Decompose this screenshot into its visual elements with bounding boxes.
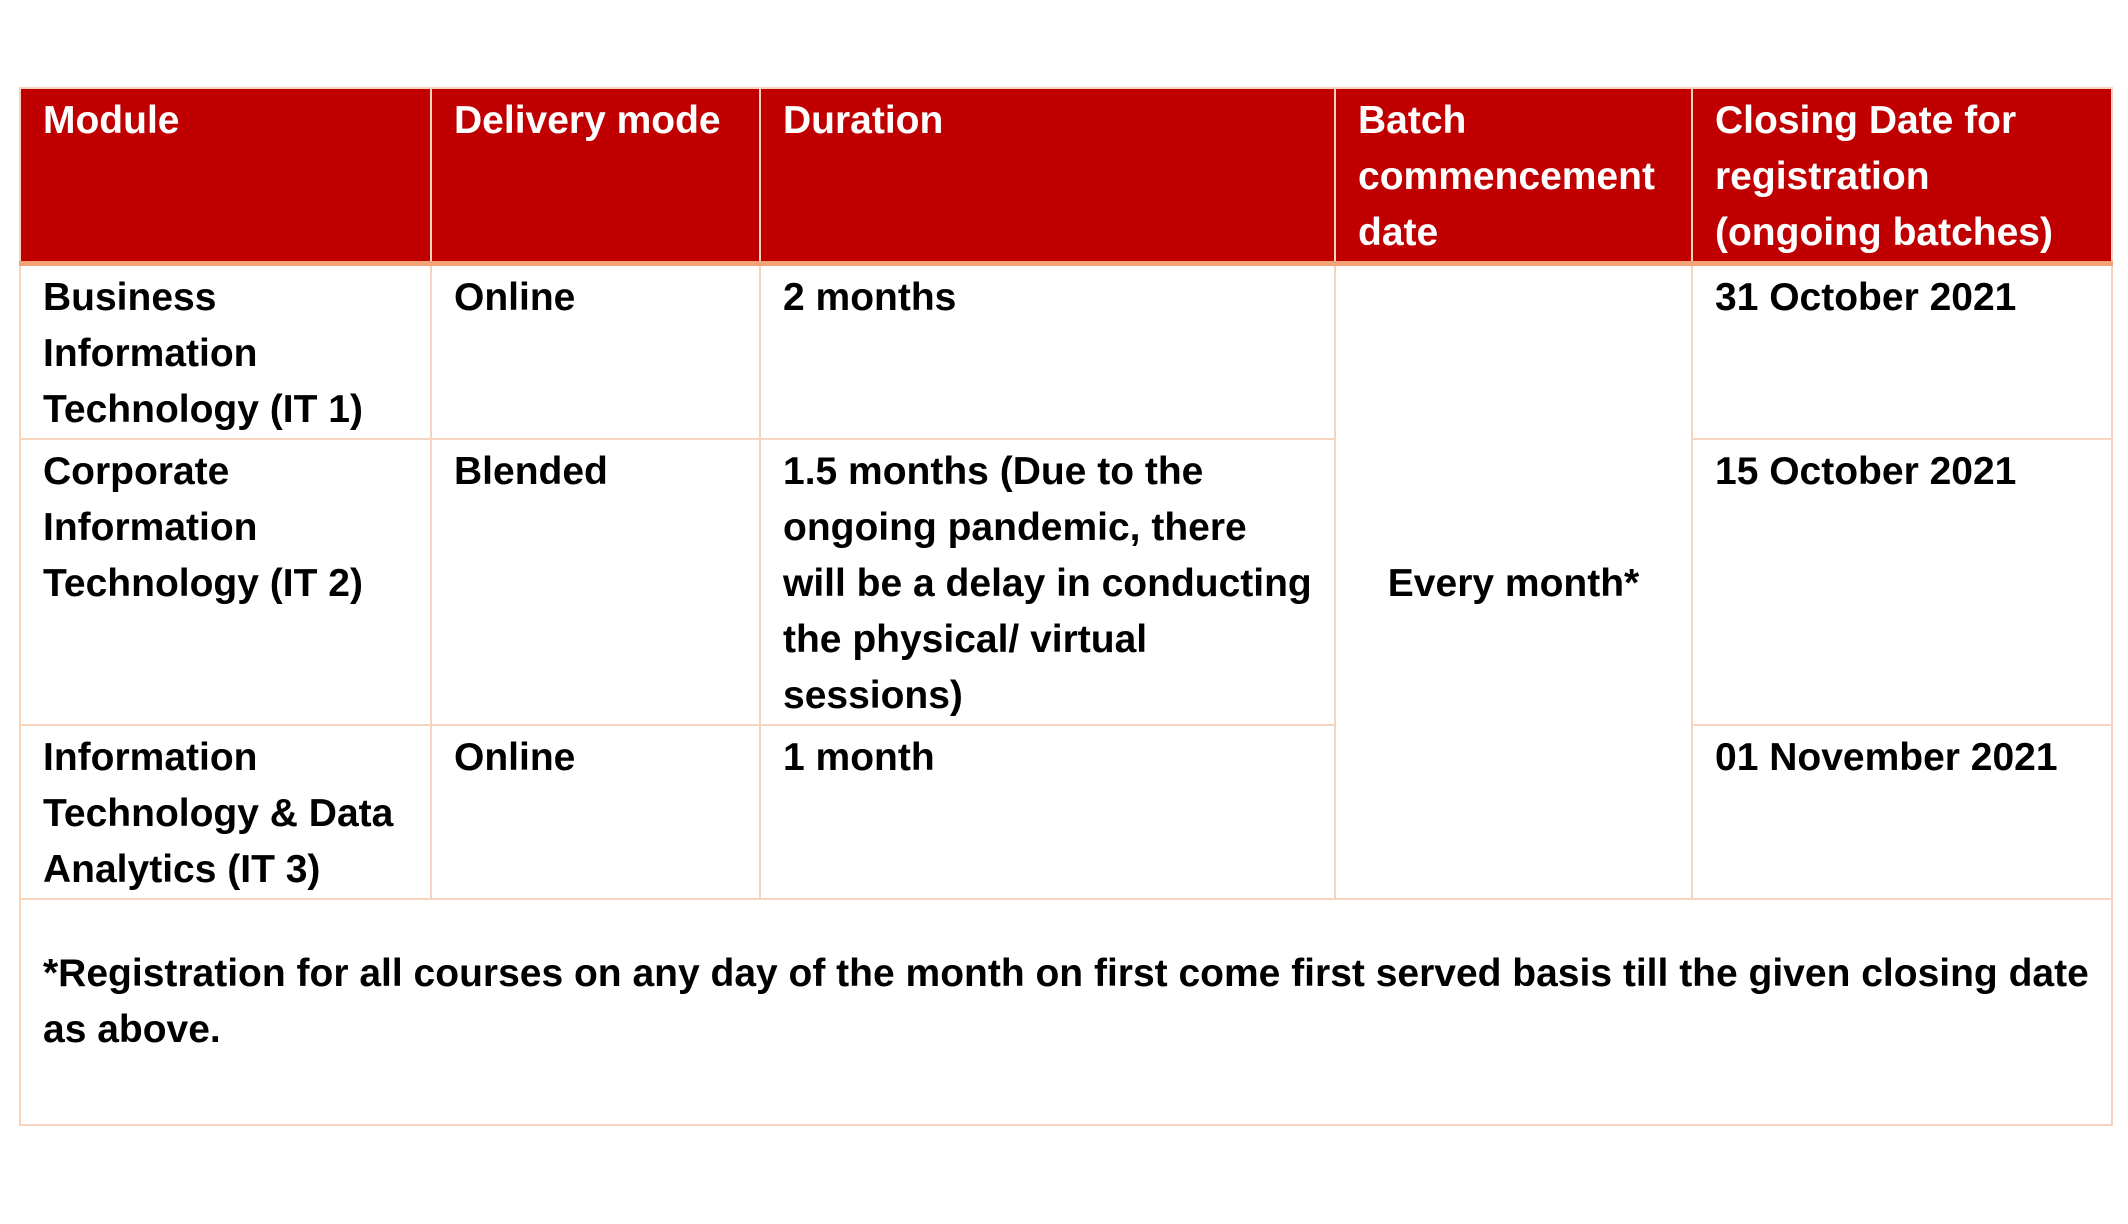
footnote-row xyxy=(20,899,2112,1125)
module-cell: Information Technology & Data Analytics (IT 3) xyxy=(20,725,431,899)
header-module: Module xyxy=(20,88,431,264)
table-row xyxy=(20,725,2112,899)
registration-footnote: *Registration for all courses on any day of the month on first come first served basis till the given closing date as above. xyxy=(20,899,2112,1125)
header-batch-commencement-date: Batch commencement date xyxy=(1335,88,1692,264)
header-duration: Duration xyxy=(760,88,1335,264)
duration-cell: 1.5 months (Due to the ongoing pandemic, there will be a delay in conducting the physical/ virtual sessions) xyxy=(760,439,1335,725)
delivery-mode-cell: Blended xyxy=(431,439,760,725)
batch-commencement-cell: Every month* xyxy=(1335,264,1692,900)
header-closing-date: Closing Date for registration (ongoing batches) xyxy=(1692,88,2112,264)
delivery-mode-cell: Online xyxy=(431,725,760,899)
closing-date-cell: 15 October 2021 xyxy=(1692,439,2112,725)
duration-cell: 1 month xyxy=(760,725,1335,899)
closing-date-cell: 01 November 2021 xyxy=(1692,725,2112,899)
table-header-row xyxy=(20,88,2112,264)
header-delivery-mode: Delivery mode xyxy=(431,88,760,264)
duration-cell: 2 months xyxy=(760,264,1335,440)
table-row xyxy=(20,264,2112,440)
closing-date-cell: 31 October 2021 xyxy=(1692,264,2112,440)
module-cell: Corporate Information Technology (IT 2) xyxy=(20,439,431,725)
delivery-mode-cell: Online xyxy=(431,264,760,440)
table-row xyxy=(20,439,2112,725)
course-schedule-table xyxy=(19,87,2113,1126)
module-cell: Business Information Technology (IT 1) xyxy=(20,264,431,440)
